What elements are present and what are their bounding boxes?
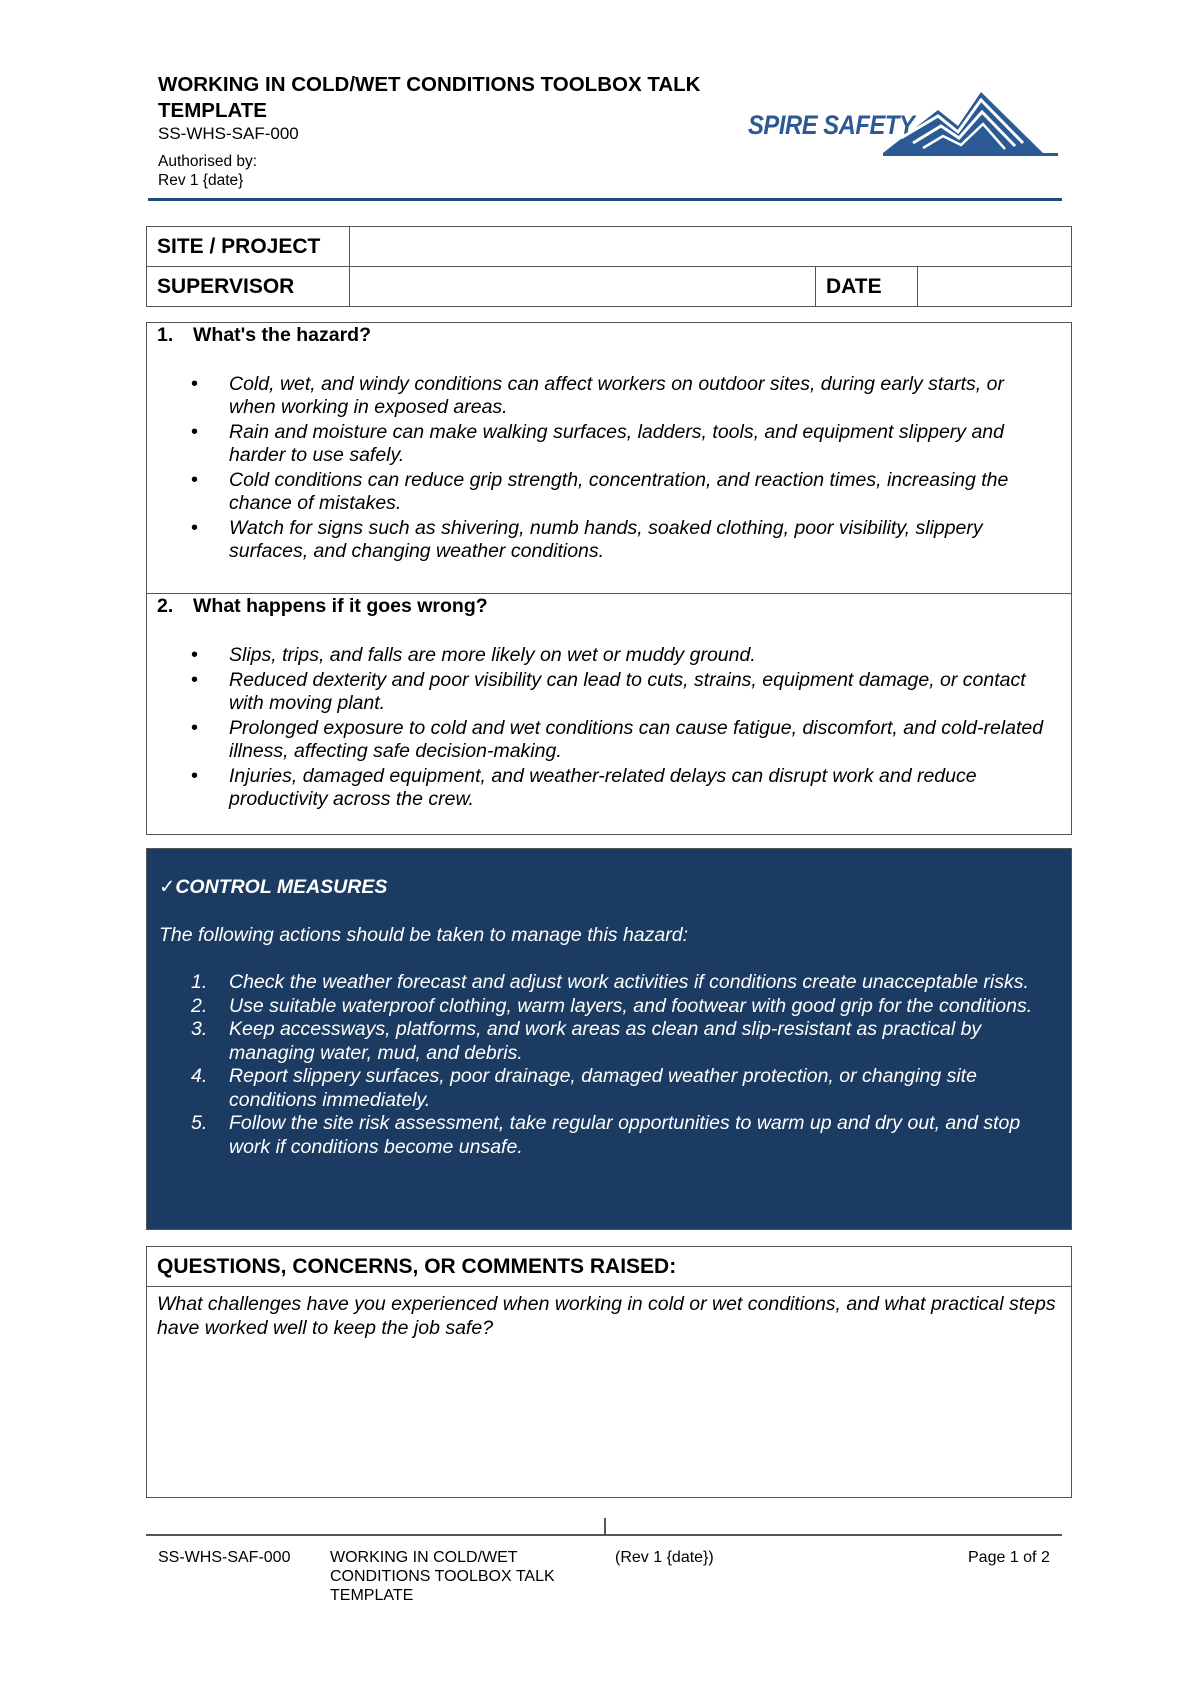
item-text: Keep accessways, platforms, and work areas as clean and slip-resistant as practical by managing water, mud, and debris. <box>229 1018 982 1064</box>
consequences-section <box>146 593 1072 835</box>
list-item: • Prolonged exposure to cold and wet conditions can cause fatigue, discomfort, and cold-related illness, affecting safe decision-making. <box>187 717 1047 763</box>
page-number: Page 1 of 2 <box>968 1549 1050 1566</box>
list-item <box>187 1018 1057 1065</box>
footer-revision: (Rev 1 {date}) <box>615 1549 714 1566</box>
logo-text: SPIRE SAFETY <box>748 110 915 140</box>
section-title: What's the hazard? <box>193 324 371 346</box>
site-project-label: SITE / PROJECT <box>147 227 350 267</box>
site-info-table <box>146 226 1072 307</box>
list-item: • Watch for signs such as shivering, numb hands, soaked clothing, poor visibility, slippery surfaces, and changing weather conditions. <box>187 517 1047 563</box>
list-item: • Reduced dexterity and poor visibility can lead to cuts, strains, equipment damage, or contact with moving plant. <box>187 669 1047 715</box>
footer-title: WORKING IN COLD/WET CONDITIONS TOOLBOX TALK TEMPLATE <box>330 1549 555 1604</box>
consequences-list <box>187 644 1047 813</box>
list-item: • Rain and moisture can make walking surfaces, ladders, tools, and equipment slippery and harder to use safely. <box>187 421 1047 467</box>
supervisor-label: SUPERVISOR <box>147 267 350 307</box>
item-text: Use suitable waterproof clothing, warm layers, and footwear with good grip for the conditions. <box>229 994 1033 1017</box>
hazard-list <box>187 373 1047 565</box>
item-number: 5. <box>191 1112 208 1134</box>
section-heading <box>157 323 371 347</box>
site-project-field[interactable] <box>350 227 1072 267</box>
document-title: WORKING IN COLD/WET CONDITIONS TOOLBOX TALK TEMPLATE <box>158 73 701 122</box>
item-number: 2. <box>191 994 208 1017</box>
control-measures-title: CONTROL MEASURES <box>175 876 388 898</box>
questions-section <box>146 1246 1072 1498</box>
item-number: 4. <box>191 1065 208 1087</box>
control-intro: The following actions should be taken to manage this hazard: <box>159 924 688 946</box>
questions-prompt[interactable]: What challenges have you experienced when working in cold or wet conditions, and what practical steps have worked well to keep the job safe? <box>157 1293 1056 1339</box>
list-item <box>187 1112 1057 1159</box>
footer-divider <box>146 1534 1062 1536</box>
item-number: 1. <box>191 971 208 993</box>
hazard-section <box>146 322 1072 594</box>
questions-heading: QUESTIONS, CONCERNS, OR COMMENTS RAISED: <box>147 1247 1071 1287</box>
item-text: Check the weather forecast and adjust work activities if conditions create unacceptable risks. <box>229 971 1029 993</box>
revision: Rev 1 {date} <box>158 172 244 189</box>
control-measures-panel <box>146 848 1072 1230</box>
check-icon: ✓ <box>159 876 176 898</box>
section-heading <box>157 594 488 618</box>
document-code: SS-WHS-SAF-000 <box>158 124 299 143</box>
authorised-by: Authorised by: <box>158 153 258 170</box>
control-list <box>187 971 1057 1159</box>
item-number: 3. <box>191 1018 208 1040</box>
list-item: • Slips, trips, and falls are more likely on wet or muddy ground. <box>187 644 1047 667</box>
footer-code: SS-WHS-SAF-000 <box>158 1549 291 1566</box>
supervisor-field[interactable] <box>350 267 816 307</box>
mountain-logo-icon <box>883 88 1058 158</box>
section-number: 2. <box>157 595 174 617</box>
spire-safety-logo <box>748 88 1058 160</box>
control-measures-heading <box>159 875 387 899</box>
footer-tick <box>604 1518 606 1534</box>
item-text: Report slippery surfaces, poor drainage, damaged weather protection, or changing site conditions immediately. <box>229 1065 977 1111</box>
date-field[interactable] <box>918 267 1072 307</box>
section-title: What happens if it goes wrong? <box>193 595 488 617</box>
item-text: Follow the site risk assessment, take regular opportunities to warm up and dry out, and stop work if conditions become unsafe. <box>229 1112 1021 1158</box>
date-label: DATE <box>816 267 918 307</box>
list-item <box>187 971 1057 995</box>
section-number: 1. <box>157 324 174 346</box>
header-divider <box>148 198 1062 201</box>
list-item <box>187 1065 1057 1112</box>
list-item: • Cold, wet, and windy conditions can affect workers on outdoor sites, during early starts, or when working in exposed areas. <box>187 373 1047 419</box>
list-item <box>187 995 1057 1019</box>
list-item: • Injuries, damaged equipment, and weather-related delays can disrupt work and reduce productivity across the crew. <box>187 765 1047 811</box>
list-item: • Cold conditions can reduce grip strength, concentration, and reaction times, increasing the chance of mistakes. <box>187 469 1047 515</box>
